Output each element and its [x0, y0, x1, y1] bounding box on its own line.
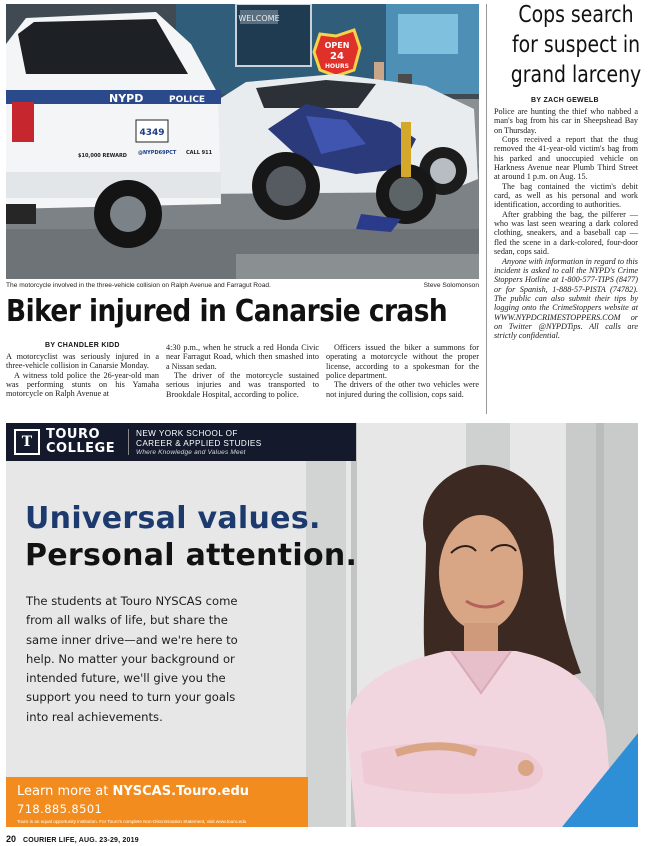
- learn-more-url[interactable]: NYSCAS.Touro.edu: [112, 784, 250, 799]
- ad-cta-panel[interactable]: [6, 777, 308, 827]
- publication-dateline: COURIER LIFE, AUG. 23-29, 2019: [22, 837, 139, 844]
- article-paragraph: A motorcyclist was seriously injured in a three-vehicle collision in Canarsie Monday.: [6, 352, 159, 371]
- logo-divider: [128, 429, 129, 455]
- photo-credit: Steve Solomonson: [423, 282, 479, 289]
- precinct-handle-decal: @NYPD69PCT: [138, 150, 177, 156]
- school-name: [136, 429, 262, 458]
- ad-header-bar: [6, 423, 356, 461]
- article-paragraph: Cops received a report that the thug removed the 41-year-old victim's bag from his parked and unoccupied vehicle on Harkness Avenue near Plumb Third Street at around 1 p.m. on Aug. 15.: [494, 135, 638, 182]
- page-footer: [6, 834, 139, 844]
- crash-scene-illustration: [6, 4, 479, 279]
- side-story-column: [494, 107, 638, 341]
- article-paragraph: Officers issued the biker a summons for operating a motorcycle without the proper license, according to a spokesman for the police department.: [326, 343, 479, 381]
- article-paragraph: The driver of the motorcycle sustained serious injuries and was transported to Brookdale Hospital, according to police.: [166, 371, 319, 399]
- nypd-decal: NYPD: [109, 92, 144, 105]
- touro-wordmark: [46, 428, 115, 456]
- article-paragraph: Police are hunting the thief who nabbed a man's bag from his car in Sheepshead Bay on Thursday.: [494, 107, 638, 135]
- police-car-number: 4349: [139, 128, 165, 138]
- reward-decal: $10,000 REWARD: [78, 153, 127, 159]
- crime-stoppers-tip: Anyone with information in regard to this incident is asked to call the NYPD's Crime Stoppers Hotline at 1-800-577-TIPS (8477) or for Spanish, 1-888-57-PISTA (74782). The public can also submit their tips by logging onto the CrimeStoppers website at WWW.NYPDCRIMESTOPPERS.COM or on Twitter @NYPDTips. All calls are strictly confidential.: [494, 256, 638, 341]
- ad-body-copy: [26, 592, 266, 727]
- ad-body-line: The students at Touro NYSCAS come: [26, 594, 238, 608]
- school-name-line: NEW YORK SCHOOL OF: [136, 429, 238, 438]
- side-headline-line: grand larceny: [510, 62, 642, 88]
- page-number: 20: [6, 834, 17, 844]
- school-tagline: Where Knowledge and Values Meet: [136, 449, 246, 456]
- side-headline: [506, 0, 645, 90]
- call-911-decal: CALL 911: [186, 150, 213, 156]
- crash-photo: [6, 4, 479, 279]
- ad-body-line: from all walks of life, but share the: [26, 613, 228, 628]
- ad-body-line: support you need to turn your goals: [26, 690, 236, 705]
- touro-logo-icon: T: [14, 429, 40, 455]
- ad-body-line: into real achievements.: [26, 709, 163, 724]
- article-paragraph: 4:30 p.m., when he struck a red Honda Civic near Farragut Road, which then smashed into a Nissan sedan.: [166, 343, 319, 371]
- main-story-column-3: [326, 343, 479, 399]
- main-byline: BY CHANDLER KIDD: [45, 342, 120, 349]
- side-byline: BY ZACH GEWELB: [531, 97, 599, 104]
- article-paragraph: After grabbing the bag, the pilferer — who was last seen wearing a dark colored clothing, sneakers, and a baseball cap — fled the scene in a dark-colored, four-door sedan, cops said.: [494, 209, 638, 257]
- open-hours-label: HOURS: [325, 63, 349, 70]
- learn-more-prefix: Learn more at: [17, 784, 109, 799]
- main-headline: Biker injured in Canarsie crash: [6, 294, 448, 329]
- learn-more-link[interactable]: [17, 784, 249, 799]
- side-headline-line: for suspect in: [511, 32, 641, 58]
- column-divider: [486, 4, 487, 414]
- article-paragraph: The drivers of the other two vehicles were not injured during the collision, cops said.: [326, 380, 479, 399]
- ad-phone-number[interactable]: 718.885.8501: [17, 802, 103, 816]
- open-hours-number: 24: [330, 51, 344, 62]
- ad-body-line: help. No matter your background or: [26, 651, 235, 666]
- ad-headline-attention: Personal attention.: [25, 538, 358, 573]
- touro-wordmark-line: TOURO: [46, 427, 101, 442]
- store-sign-text: WELCOME: [238, 14, 280, 23]
- main-story-column-2: [166, 343, 319, 399]
- police-decal: POLICE: [169, 95, 206, 105]
- school-name-line: CAREER & APPLIED STUDIES: [136, 438, 262, 448]
- touro-advertisement[interactable]: [6, 423, 638, 827]
- ad-body-line: same inner drive—and we're here to: [26, 632, 238, 647]
- photo-caption: The motorcycle involved in the three-vehicle collision on Ralph Avenue and Farragut Road.: [6, 282, 271, 289]
- ad-body-line: intended future, we'll give you the: [26, 671, 226, 686]
- touro-wordmark-line: COLLEGE: [46, 441, 116, 456]
- open-sign-text: OPEN: [324, 41, 350, 50]
- side-headline-line: Cops search: [518, 2, 634, 28]
- article-paragraph: A witness told police the 26-year-old man was performing stunts on his Yamaha motorcycle on Ralph Avenue at: [6, 370, 159, 399]
- article-paragraph: The bag contained the victim's debit card, as well as his personal and work identification, according to authorities.: [494, 181, 638, 210]
- ad-fine-print: Touro is an equal opportunity institution. For Touro's complete Non-Discrimination Statement, visit www.touro.edu: [17, 819, 247, 824]
- main-story-column-1: [6, 352, 159, 399]
- ad-headline-values: Universal values.: [25, 501, 321, 536]
